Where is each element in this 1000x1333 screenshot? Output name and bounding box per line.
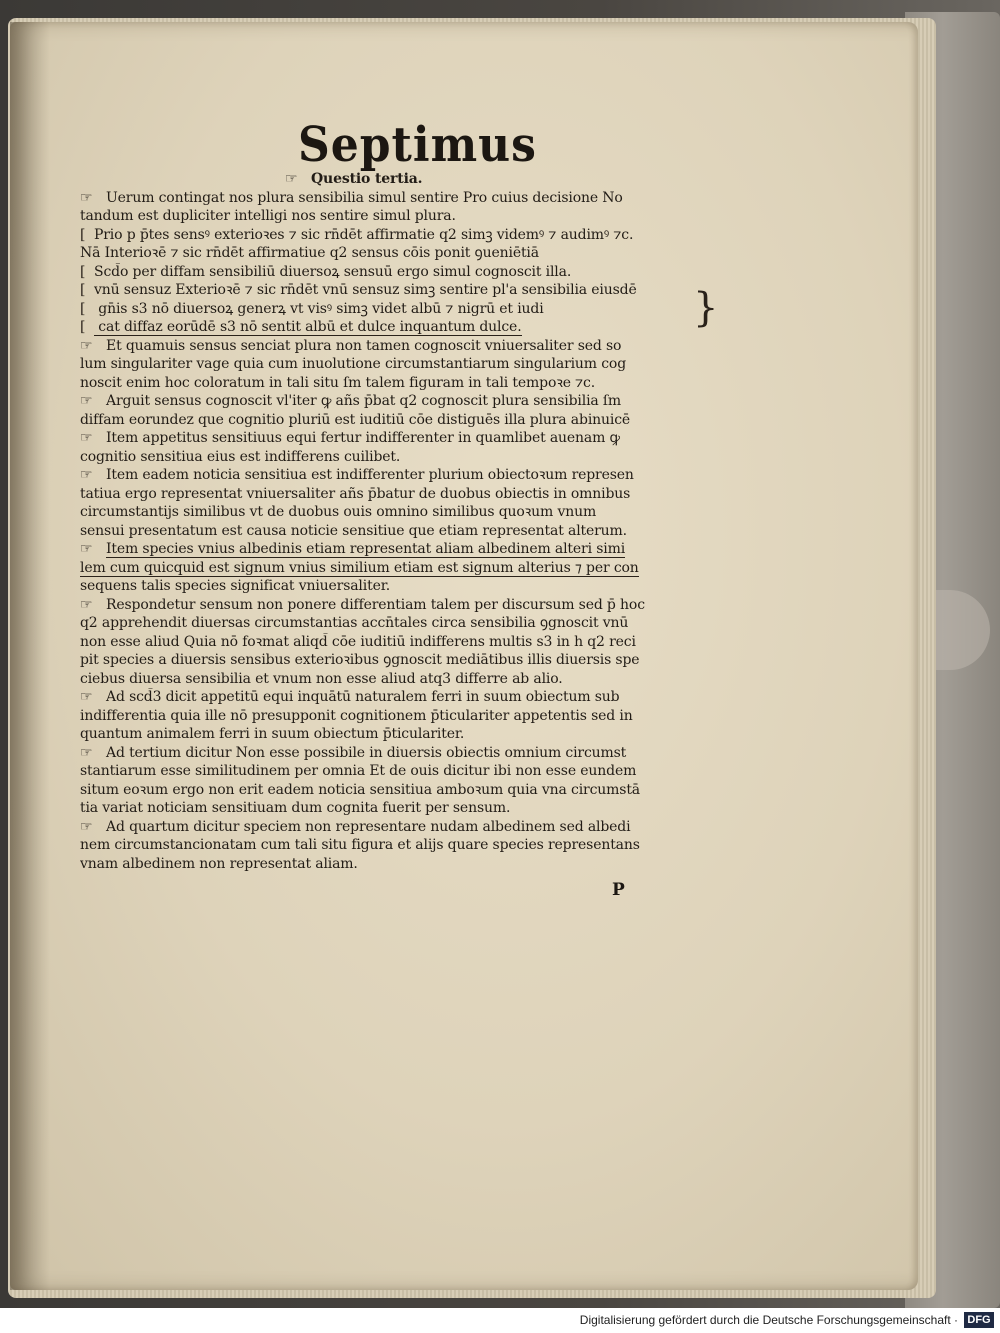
running-head: Septimus [298, 118, 537, 174]
line-text: Ad quartum dicitur speciem non representare nudam albedinem sed albedi [106, 818, 631, 835]
text-line [80, 762, 705, 781]
line-text: situm eoꝛum ergo non erit eadem noticia sensitiua amboꝛum quia vna circumstā [80, 781, 640, 798]
text-line [80, 429, 705, 448]
line-text: nem circumstancionatam cum tali situ figura et alijs quare species representans [80, 837, 640, 853]
text-line [80, 781, 705, 800]
text-line [80, 226, 705, 245]
text-line [80, 503, 705, 522]
pointing-hand-icon: ☞ [80, 596, 93, 613]
text-line [80, 448, 705, 467]
text-line [80, 596, 705, 615]
line-text: non esse aliud Quia nō foꝛmat aliqd̄ cōe iuditiū indifferens multis s3 in h q2 reci [80, 633, 636, 650]
line-text: lem cum quicquid est signum vnius similium etiam est signum alterius ⁊ per con [80, 559, 639, 576]
line-text: sensui presentatum est causa noticie sensitiue que etiam representat alterum. [80, 522, 627, 539]
pointing-hand-icon: ☞ [80, 541, 93, 557]
text-lines [80, 189, 705, 874]
left-bracket-icon: [ [80, 319, 86, 335]
text-line [80, 374, 705, 393]
text-line [80, 485, 705, 504]
line-text: Et quamuis sensus senciat plura non tamen cognoscit vniuersaliter sed so [106, 337, 622, 354]
question-title: Questio tertia. [311, 171, 423, 187]
line-text: Ad tertium dicitur Non esse possibile in diuersis obiectis omnium circumst [106, 744, 627, 761]
text-line [80, 522, 705, 541]
line-text: q2 apprehendit diuersas circumstantias accn̄tales circa sensibilia ꝯgnoscit vnū [80, 615, 629, 631]
text-line [80, 855, 705, 874]
pointing-hand-icon: ☞ [80, 467, 93, 483]
signature-mark: P [612, 880, 625, 900]
line-text: quantum animalem ferri in suum obiectum p̄ticulariter. [80, 726, 465, 742]
text-line [80, 670, 705, 689]
line-text: cat diffaz eorūdē s3 nō sentit albū et dulce inquantum dulce. [94, 319, 522, 335]
text-line [80, 189, 705, 208]
text-line [80, 707, 705, 726]
line-text: Item eadem noticia sensitiua est indifferenter plurium obiectoꝛum represen [106, 467, 634, 483]
text-line [80, 577, 705, 596]
line-text: Respondetur sensum non ponere differentiam talem per discursum sed p̄ hoc [106, 596, 645, 613]
line-text: indifferentia quia ille nō presupponit cognitionem p̄ticulariter appetentis sed in [80, 707, 633, 724]
text-line [80, 836, 705, 855]
text-line [80, 300, 705, 319]
pointing-hand-icon: ☞ [80, 337, 93, 354]
line-text: noscit enim hoc coloratum in tali situ ſm talem figuram in tali tempoꝛe ⁊c. [80, 374, 596, 391]
text-line [80, 207, 705, 226]
pointing-hand-icon: ☞ [80, 818, 93, 835]
pointing-hand-icon: ☞ [80, 393, 93, 409]
line-text: Item species vnius albedinis etiam representat aliam albedinem alteri simi [106, 541, 626, 557]
text-line [80, 318, 705, 337]
text-line [80, 281, 705, 300]
pointing-hand-icon: ☞ [80, 689, 93, 705]
pointing-hand-icon: ☞ [80, 744, 93, 761]
line-text: Arguit sensus cognoscit vl'iter ꝙ añs p̄bat q2 cognoscit plura sensibilia ſm [106, 393, 622, 409]
text-line [80, 725, 705, 744]
text-line [80, 411, 705, 430]
text-line [80, 337, 705, 356]
line-text: ciebus diuersa sensibilia et vnum non esse aliud atq3 differre ab alio. [80, 670, 563, 687]
line-text: sequens talis species significat vniuersaliter. [80, 578, 391, 594]
line-text: tatiua ergo representat vniuersaliter añs p̄batur de duobus obiectis in omnibus [80, 485, 631, 502]
line-text: circumstantijs similibus vt de duobus ouis omnino similibus quoꝛum vnum [80, 504, 597, 520]
line-text: Item appetitus sensitiuus equi fertur indifferenter in quamlibet auenam ꝙ [106, 430, 620, 446]
text-line [80, 263, 705, 282]
line-text: Ad scd̄3 dicit appetitū equi inquātū naturalem ferri in suum obiectum sub [106, 689, 620, 705]
line-text: tia variat noticiam sensitiuam dum cognita fuerit per sensum. [80, 800, 511, 816]
pointing-hand-icon: ☞ [285, 171, 298, 187]
line-text: Scd̄o per diffam sensibiliū diuersoꝝ sensuū ergo simul cognoscit illa. [94, 263, 572, 280]
line-text: Uerum contingat nos plura sensibilia simul sentire Pro cuius decisione No [106, 189, 623, 206]
text-line [80, 744, 705, 763]
left-bracket-icon: [ [80, 263, 86, 280]
right-brace-icon: } [693, 285, 719, 331]
line-text: pit species a diuersis sensibus exterioꝛibus ꝯgnoscit mediātibus illis diuersis spe [80, 652, 640, 668]
line-text: stantiarum esse similitudinem per omnia Et de ouis dicitur ibi non esse eundem [80, 763, 637, 779]
pointing-hand-icon: ☞ [80, 430, 93, 446]
left-bracket-icon: [ [80, 282, 86, 298]
question-title-line [80, 170, 705, 189]
text-line [80, 355, 705, 374]
text-line [80, 244, 705, 263]
line-text: cognitio sensitiua eius est indifferens cuilibet. [80, 448, 401, 465]
text-line [80, 651, 705, 670]
funding-credit: Digitalisierung gefördert durch die Deutsche Forschungsgemeinschaft · [579, 1313, 958, 1327]
text-line [80, 466, 705, 485]
pointing-hand-icon: ☞ [80, 189, 93, 206]
text-line [80, 614, 705, 633]
line-text: vnam albedinem non representat aliam. [80, 855, 358, 872]
left-bracket-icon: [ [80, 226, 86, 243]
main-text-block [80, 170, 705, 873]
footer-bar [0, 1308, 1000, 1333]
line-text: Nā Interioꝛē ⁊ sic rn̄dēt affirmatiue q2 sensus cōis ponit ꝯueniētiā [80, 245, 539, 261]
line-text: Prio p p̄tes sensꝰ exterioꝛes ⁊ sic rn̄dēt affirmatie q2 simꝫ videmꝰ ⁊ audimꝰ ⁊c. [94, 226, 634, 243]
text-line [80, 818, 705, 837]
line-text: lum singulariter vage quia cum inuolutione circumstantiarum singularium cog [80, 356, 627, 372]
text-line [80, 392, 705, 411]
left-bracket-icon: [ [80, 300, 86, 317]
text-line [80, 799, 705, 818]
text-line [80, 559, 705, 578]
text-line [80, 633, 705, 652]
dfg-logo: DFG [964, 1312, 994, 1328]
line-text: diffam eorundez que cognitio pluriū est iuditiū cōe distiguēs illa plura abinuicē [80, 411, 631, 428]
line-text: gn̄is s3 nō diuersoꝝ generꝝ vt visꝰ simꝫ videt albū ⁊ nigrū et iudi [94, 300, 544, 317]
gutter-shadow [10, 22, 50, 1290]
line-text: vnū sensuz Exterioꝛē ⁊ sic rn̄dēt vnū sensuz simꝫ sentire pl'a sensibilia eiusdē [94, 282, 637, 298]
line-text: tandum est dupliciter intelligi nos sentire simul plura. [80, 208, 456, 224]
text-line [80, 540, 705, 559]
text-line [80, 688, 705, 707]
